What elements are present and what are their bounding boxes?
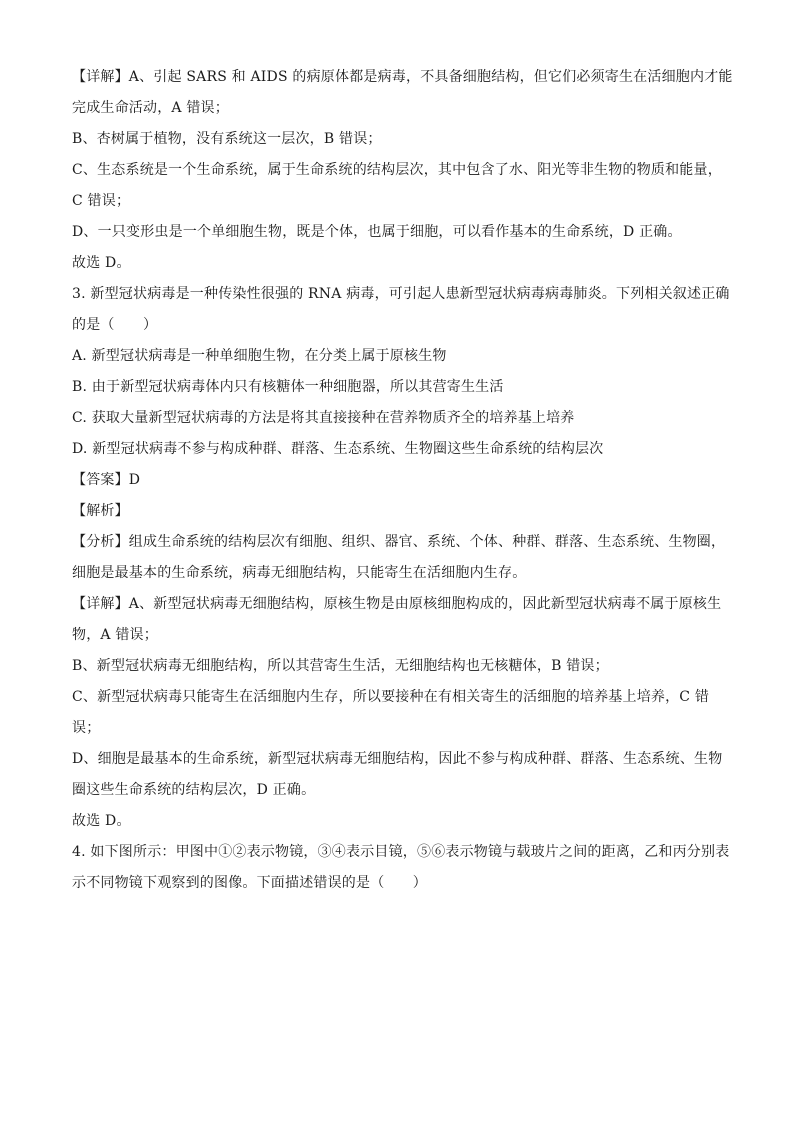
text-line: C 错误； [72, 193, 131, 209]
option-a: A. 新型冠状病毒是一种单细胞生物，在分类上属于原核生物 [72, 348, 447, 364]
text-line: B、新型冠状病毒无细胞结构，所以其营寄生生活，无细胞结构也无核糖体，B 错误； [72, 658, 609, 674]
text-line: 故选 D。 [72, 813, 131, 829]
text-line: D、一只变形虫是一个单细胞生物，既是个体，也属于细胞，可以看作基本的生命系统，D 正确。 [72, 224, 682, 240]
text-line: 【详解】A、新型冠状病毒无细胞结构，原核生物是由原核细胞构成的，因此新型冠状病毒不属于原核生 [72, 596, 722, 612]
text-line: 细胞是最基本的生命系统，病毒无细胞结构，只能寄生在活细胞内生存。 [72, 565, 527, 581]
text-line: 物，A 错误； [72, 627, 158, 643]
text-line: 圈这些生命系统的结构层次，D 正确。 [72, 782, 316, 798]
question-4-stem: 4. 如下图所示：甲图中①②表示物镜，③④表示目镜，⑤⑥表示物镜与载玻片之间的距离，乙和丙分别表 [72, 844, 730, 860]
option-c: C. 获取大量新型冠状病毒的方法是将其直接接种在营养物质齐全的培养基上培养 [72, 410, 575, 426]
document-page [72, 62, 733, 899]
analysis-label: 【解析】 [72, 503, 129, 519]
text-line: 完成生命活动，A 错误； [72, 100, 229, 116]
question-3-stem: 的是（ ） [72, 317, 158, 333]
text-line: 【分析】组成生命系统的结构层次有细胞、组织、器官、系统、个体、种群、群落、生态系统、生物圈， [72, 534, 726, 550]
option-b: B. 由于新型冠状病毒体内只有核糖体一种细胞器，所以其营寄生生活 [72, 379, 504, 395]
text-line: D、细胞是最基本的生命系统，新型冠状病毒无细胞结构，因此不参与构成种群、群落、生态系统、生物 [72, 751, 723, 767]
text-line: C、生态系统是一个生命系统，属于生命系统的结构层次，其中包含了水、阳光等非生物的物质和能量， [72, 162, 722, 178]
text-line: 误； [72, 720, 101, 736]
question-4-stem: 示不同物镜下观察到的图像。下面描述错误的是（ ） [72, 875, 427, 891]
question-3-stem: 3. 新型冠状病毒是一种传染性很强的 RNA 病毒，可引起人患新型冠状病毒病毒肺炎。下列相关叙述正确 [72, 286, 730, 302]
option-d: D. 新型冠状病毒不参与构成种群、群落、生态系统、生物圈这些生命系统的结构层次 [72, 441, 604, 457]
text-line: 故选 D。 [72, 255, 131, 271]
text-line: B、杏树属于植物，没有系统这一层次，B 错误； [72, 131, 382, 147]
text-line: C、新型冠状病毒只能寄生在活细胞内生存，所以要接种在有相关寄生的活细胞的培养基上培养，C 错 [72, 689, 710, 705]
answer-label: 【答案】D [72, 472, 141, 488]
text-line: 【详解】A、引起 SARS 和 AIDS 的病原体都是病毒，不具备细胞结构，但它们必须寄生在活细胞内才能 [72, 69, 733, 85]
